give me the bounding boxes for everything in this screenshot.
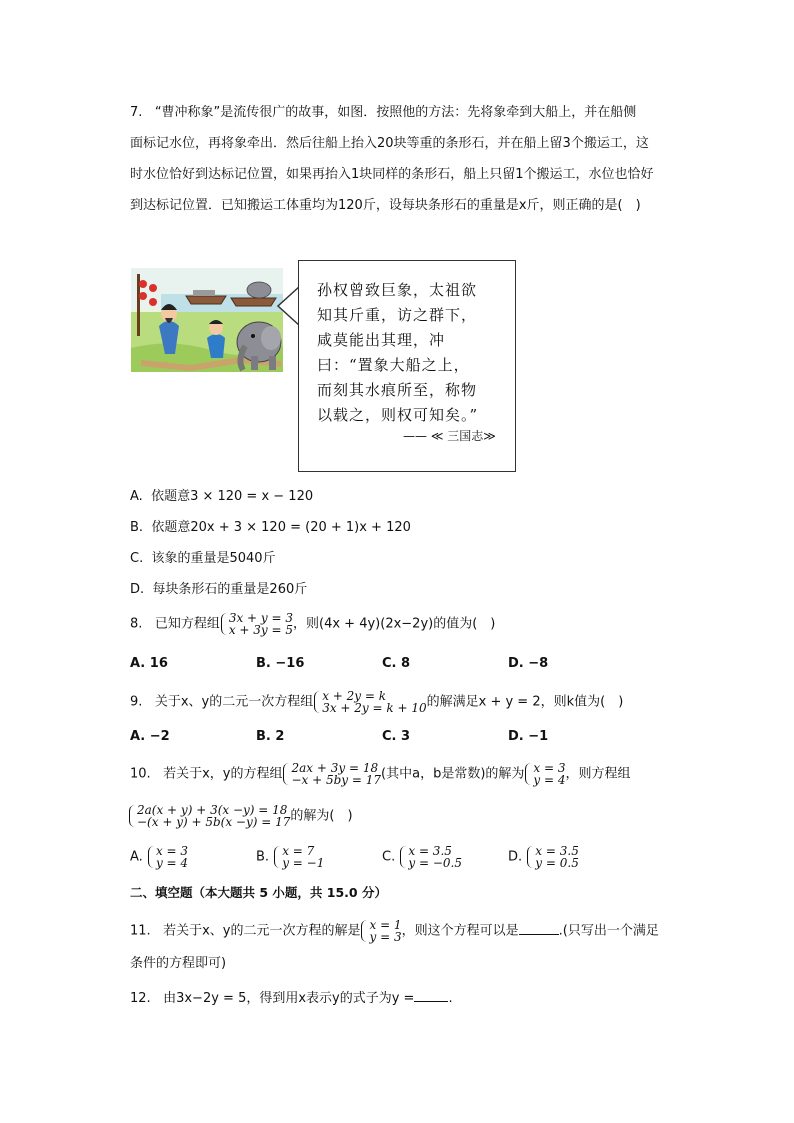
q7-line-1	[130, 103, 636, 123]
option-label: B.	[256, 729, 271, 744]
q10-solution	[524, 762, 565, 786]
option-label: B.	[256, 656, 271, 671]
equation: y = 3	[369, 930, 402, 944]
option-label: D.	[508, 656, 524, 671]
option-label: C.	[382, 656, 397, 671]
q10-suffix-2: 的解为( )	[290, 808, 353, 824]
q7-option-c	[130, 549, 276, 569]
cao-chong-illustration	[131, 268, 283, 372]
equation: x = 7	[282, 844, 315, 858]
equation: −x + 5by = 17	[291, 773, 382, 787]
q11-stem	[130, 919, 659, 943]
option-label: A.	[130, 729, 146, 744]
option-text: 该象的重量是5040斤	[151, 551, 276, 566]
quote-line-3: 咸莫能出其理，冲	[317, 331, 446, 349]
q10-option-b	[256, 845, 324, 869]
option-label: C.	[382, 849, 396, 865]
option-text: −8	[528, 656, 549, 671]
equation: y = 4	[155, 856, 189, 870]
q10-middle: (其中a，b是常数)的解为	[381, 766, 525, 782]
section-2-title: 二、填空题（本大题共 5 小题，共 15.0 分）	[130, 885, 387, 900]
q12-text: 由3x−2y = 5，得到用x表示y的式子为y =	[163, 991, 415, 1006]
q12-number: 12.	[130, 991, 151, 1006]
q11-prefix: 若关于x、y的二元一次方程的解是	[163, 923, 361, 939]
q10-stem	[130, 762, 631, 786]
option-label: C.	[130, 551, 144, 566]
option-text: 依题意20x + 3 × 120 = (20 + 1)x + 120	[151, 520, 411, 535]
q8-option-d	[508, 654, 548, 674]
q9-suffix: 的解满足x + y = 2，则k值为( )	[426, 694, 624, 710]
option-text: 16	[149, 656, 168, 671]
option-text: 每块条形石的重量是260斤	[152, 582, 308, 597]
q9-prefix: 关于x、y的二元一次方程组	[154, 694, 314, 710]
q10-prefix: 若关于x，y的方程组	[163, 766, 283, 782]
q7-line-2: 面标记水位，再将象牵出．然后往船上抬入20块等重的条形石，并在船上留3个搬运工，这	[130, 136, 649, 151]
option-label: B.	[256, 849, 270, 865]
quote-source: —— ≪ 三国志≫	[403, 429, 496, 443]
q12-stem	[130, 989, 453, 1009]
q10-system-2	[128, 804, 290, 828]
equation: y = −0.5	[408, 856, 462, 870]
equation: 3x + y = 3	[228, 611, 294, 625]
q8-system	[220, 612, 293, 636]
q7-number: 7.	[130, 105, 143, 120]
q11-suffix: ，则这个方程可以是	[401, 923, 519, 939]
equation: y = 0.5	[535, 856, 579, 870]
equation: 2ax + 3y = 18	[291, 761, 379, 775]
q9-option-a	[130, 727, 170, 747]
q8-option-c	[382, 654, 410, 674]
quote-line-5: 而刻其水痕所至，称物	[317, 381, 478, 399]
option-text: 3	[401, 729, 411, 744]
option-text: −16	[275, 656, 305, 671]
equation: x + 3y = 5	[228, 623, 294, 637]
option-label: D.	[130, 582, 145, 597]
option-label: B.	[130, 520, 144, 535]
q10-option-d	[508, 845, 579, 869]
q7-line-3: 时水位恰好到达标记位置，如果再抬入1块同样的条形石，船上只留1个搬运工，水位也恰好	[130, 167, 654, 182]
q8-number: 8.	[130, 616, 143, 632]
q11-line-2: 条件的方程即可)	[130, 956, 227, 971]
option-system	[273, 845, 324, 869]
q9-stem	[130, 690, 623, 714]
q9-option-b	[256, 727, 284, 747]
quote-line-6: 以载之，则权可知矣。”	[317, 406, 479, 424]
q10-system-1	[282, 762, 381, 786]
equation: y = −1	[282, 856, 325, 870]
q7-option-a	[130, 487, 313, 507]
q7-option-d	[130, 580, 307, 600]
option-label: D.	[508, 849, 523, 865]
q10-suffix: ，则方程组	[565, 766, 631, 782]
option-text: 2	[275, 729, 285, 744]
q11-answer-blank[interactable]	[519, 934, 559, 935]
quote-line-1: 孙权曾致巨象，太祖欲	[317, 281, 478, 299]
q7-line-4: 到达标记位置．已知搬运工体重均为120斤，设每块条形石的重量是x斤，则正确的是( )	[130, 198, 641, 213]
q8-option-b	[256, 654, 304, 674]
q10-stem-2	[128, 804, 353, 828]
option-system	[526, 845, 579, 869]
option-label: A.	[130, 849, 143, 865]
equation: x = 3	[155, 844, 189, 858]
q11-number: 11.	[130, 923, 151, 939]
q9-option-c	[382, 727, 410, 747]
equation: x + 2y = k	[322, 689, 387, 703]
q10-option-a	[130, 845, 188, 869]
q10-option-c	[382, 845, 462, 869]
equation: x = 3	[533, 761, 566, 775]
quote-box	[298, 260, 516, 472]
q8-stem	[130, 612, 495, 636]
q8-suffix: ，则(4x + 4y)(2x−2y)的值为( )	[293, 616, 496, 632]
equation: 2a(x + y) + 3(x −y) = 18	[137, 803, 288, 817]
quote-line-2: 知其斤重，访之群下，	[317, 306, 478, 324]
option-text: −2	[149, 729, 170, 744]
q7-text-1: “曹冲称象”是流传很广的故事，如图．按照他的方法：先将象牵到大船上，并在船侧	[154, 105, 637, 120]
q9-option-d	[508, 727, 548, 747]
q9-system	[313, 690, 426, 714]
quote-line-4: 曰：“置象大船之上，	[317, 356, 470, 374]
equation: −(x + y) + 5b(x −y) = 17	[137, 815, 291, 829]
option-label: D.	[508, 729, 524, 744]
option-text: 8	[401, 656, 411, 671]
equation: y = 4	[533, 773, 566, 787]
q11-solution	[360, 919, 401, 943]
equation: x = 1	[369, 918, 402, 932]
q12-answer-blank[interactable]	[414, 1001, 448, 1002]
option-text: 依题意3 × 120 = x − 120	[151, 489, 314, 504]
q12-end: .	[448, 991, 453, 1006]
q9-number: 9.	[130, 694, 143, 710]
q8-prefix: 已知方程组	[154, 616, 220, 632]
option-label: C.	[382, 729, 397, 744]
option-text: −1	[528, 729, 549, 744]
equation: x = 3.5	[535, 844, 579, 858]
q8-option-a	[130, 654, 168, 674]
q11-suffix-2: .(只写出一个满足	[558, 923, 659, 939]
option-system	[399, 845, 462, 869]
q7-option-b	[130, 518, 411, 538]
option-system	[147, 845, 188, 869]
option-label: A.	[130, 656, 146, 671]
option-label: A.	[130, 489, 143, 504]
q10-number: 10.	[130, 766, 151, 782]
equation: x = 3.5	[408, 844, 452, 858]
equation: 3x + 2y = k + 10	[322, 701, 427, 715]
